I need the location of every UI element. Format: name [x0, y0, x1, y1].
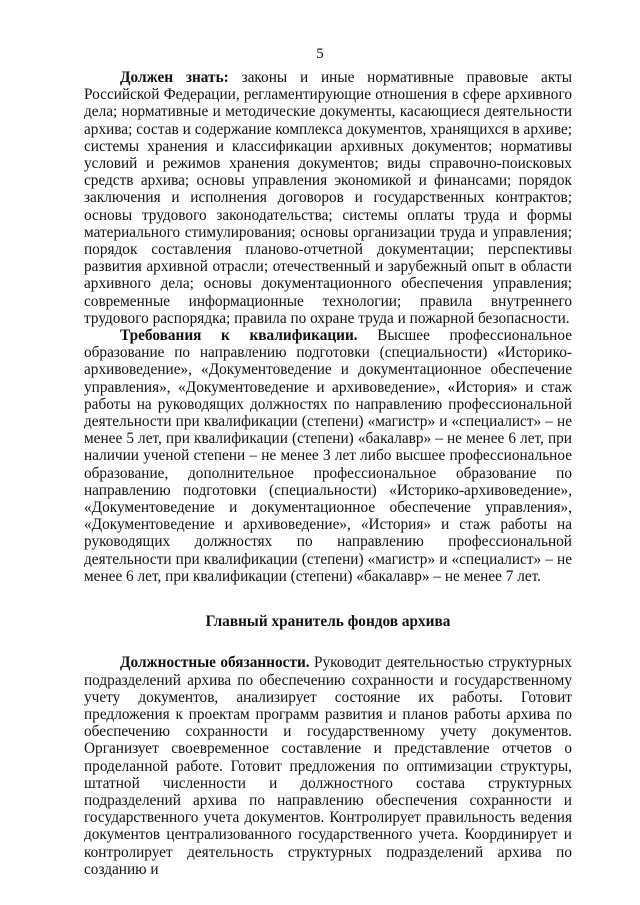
section-heading: Главный хранитель фондов архива: [205, 613, 451, 631]
must-know-label: Должен знать:: [120, 69, 229, 86]
page-number: 5: [316, 46, 324, 62]
qualification-label: Требования к квалификации.: [120, 327, 358, 345]
duties-label: Должностные обязанности.: [120, 654, 310, 672]
document-body: [84, 69, 572, 878]
paragraph-must-know: [84, 69, 572, 327]
qualification-text: Высшее профессиональное образование по направлению подготовки (специальности) «Историко-архивоведение», «Документоведение и документационное обеспечение управления», «Документоведение и архивоведение», «История» и стаж работы на руководящих должностях по направлению профессиональной деятельности при квалификации (степени) «магистр» и «специалист» – не менее 5 лет, при квалификации (степени) «бакалавр» – не менее 6 лет, при наличии ученой степени – не менее 3 лет либо высшее профессиональное образование, дополнительное профессиональное образование по направлению подготовки (специальности) «Историко-архивоведение», «Документоведение и документационное обеспечение управления», «Документоведение и архивоведение», «История» и стаж работы на руководящих должностях по направлению профессиональной деятельности при квалификации (степени) «магистр» и «специалист» – не менее 6 лет, при квалификации (степени) «бакалавр» – не менее 7 лет.: [84, 327, 572, 585]
must-know-text: законы и иные нормативные правовые акты Российской Федерации, регламентирующие отношения в сфере архивного дела; нормативные и методические документы, касающиеся деятельности архива; состав и содержание комплекса документов, хранящихся в архиве; системы хранения и классификации архивных документов; нормативы условий и режимов хранения документов; виды справочно-поисковых средств архива; основы управления экономикой и финансами; порядок заключения и исполнения договоров и государственных контрактов; основы трудового законодательства; системы оплаты труда и формы материального стимулирования; основы организации труда и управления; порядок составления планово-отчетной документации; перспективы развития архивной отрасли; отечественный и зарубежный опыт в области архивного дела; основы документационного обеспечения управления; современные информационные технологии; правила внутреннего трудового распорядка; правила по охране труда и пожарной безопасности.: [84, 69, 573, 327]
paragraph-duties: [84, 654, 572, 878]
duties-text: Руководит деятельностью структурных подразделений архива по обеспечению сохранности и государственному учету документов, анализирует состояние их работы. Готовит предложения к проектам программ развития и планов работы архива по обеспечению сохранности и государственному учету документов. Организует своевременное составление и представление отчетов о проделанной работе. Готовит предложения по оптимизации структуры, штатной численности и должностного состава структурных подразделений архива по направлению обеспечения сохранности и государственного учета документов. Контролирует правильность ведения документов централизованного государственного учета. Координирует и контролирует деятельность структурных подразделений архива по созданию и: [84, 654, 572, 878]
paragraph-qualification-requirements: [84, 327, 572, 585]
